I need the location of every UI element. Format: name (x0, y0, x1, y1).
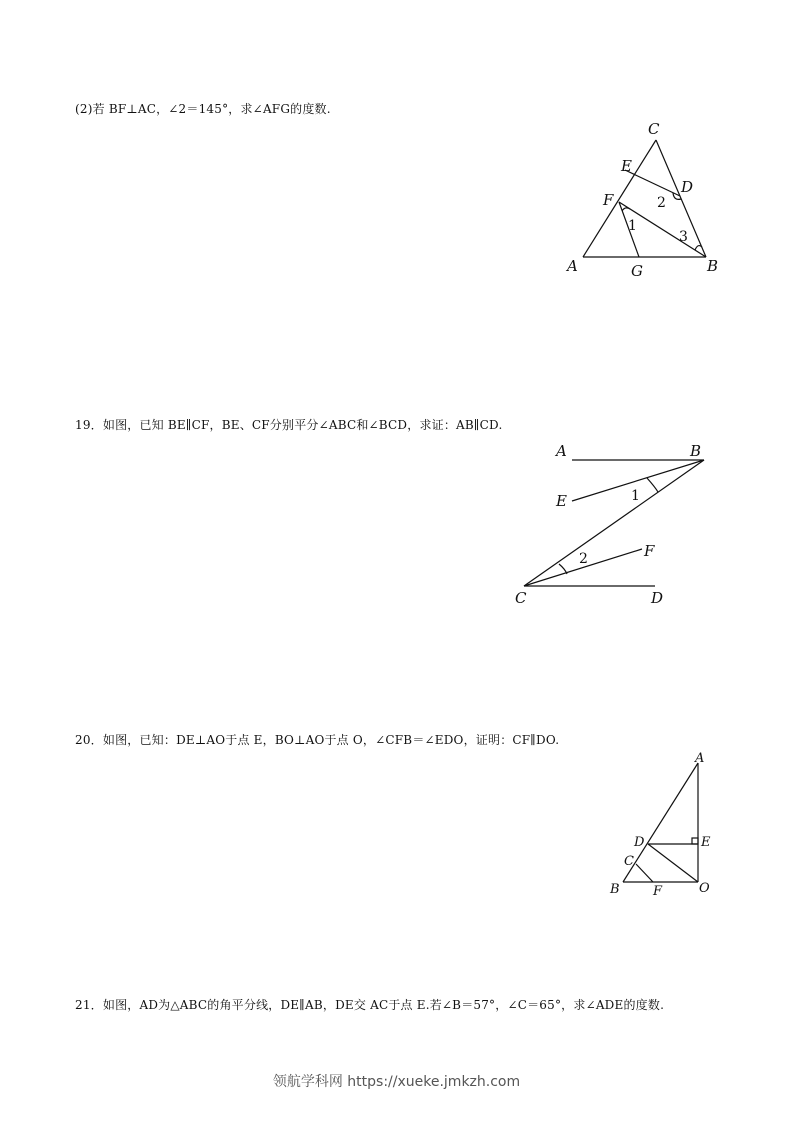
right-angle-mark (692, 838, 698, 844)
label-b: B (707, 257, 719, 275)
figure-parallel-lines (515, 435, 730, 615)
label-f: F (603, 191, 614, 209)
figure-right-triangle (600, 745, 730, 905)
label-a: A (695, 751, 705, 766)
label-c: C (624, 854, 634, 869)
label-d: D (651, 589, 664, 607)
label-b: B (610, 882, 620, 897)
label-g: G (631, 262, 643, 280)
label-e: E (701, 835, 711, 850)
footer-watermark: 领航学科网 https://xueke.jmkzh.com (272, 1074, 521, 1090)
label-f: F (653, 884, 663, 899)
label-c: C (515, 589, 527, 607)
segment-ac (583, 140, 656, 257)
angle-mark-2 (559, 564, 567, 574)
label-c: C (648, 120, 660, 138)
segment-bc (524, 460, 704, 586)
label-d: D (681, 178, 694, 196)
angle-label-1: 1 (628, 218, 637, 234)
question-19: 19．如图，已知 BE∥CF，BE、CF分别平分∠ABC和∠BCD，求证：AB∥CD. (75, 418, 503, 432)
label-a: A (556, 442, 567, 460)
angle-label-2: 2 (657, 195, 666, 211)
segment-cf (636, 864, 653, 882)
label-a: A (567, 257, 578, 275)
question-21: 21．如图，AD为△ABC的角平分线，DE∥AB，DE交 AC于点 E.若∠B＝57°，∠C＝65°，求∠ADE的度数. (75, 998, 665, 1012)
question-18-part-2: (2)若 BF⊥AC，∠2＝145°，求∠AFG的度数. (75, 102, 331, 116)
question-20: 20．如图，已知：DE⊥AO于点 E，BO⊥AO于点 O，∠CFB＝∠EDO，证明：CF∥DO. (75, 733, 560, 747)
label-b: B (690, 442, 702, 460)
angle-mark-1 (622, 208, 630, 211)
label-d: D (634, 835, 645, 850)
angle-label-3: 3 (679, 229, 688, 245)
label-e: E (556, 492, 567, 510)
segment-ed (625, 170, 680, 196)
segment-ab (623, 763, 698, 882)
angle-mark-1 (647, 478, 658, 492)
label-o: O (699, 881, 710, 896)
figure-triangle-abc (560, 115, 730, 285)
label-e: E (621, 157, 632, 175)
segment-do (648, 844, 698, 882)
angle-label-2: 2 (579, 551, 588, 567)
angle-label-1: 1 (631, 488, 640, 504)
angle-mark-3 (695, 246, 702, 250)
label-f: F (644, 542, 655, 560)
